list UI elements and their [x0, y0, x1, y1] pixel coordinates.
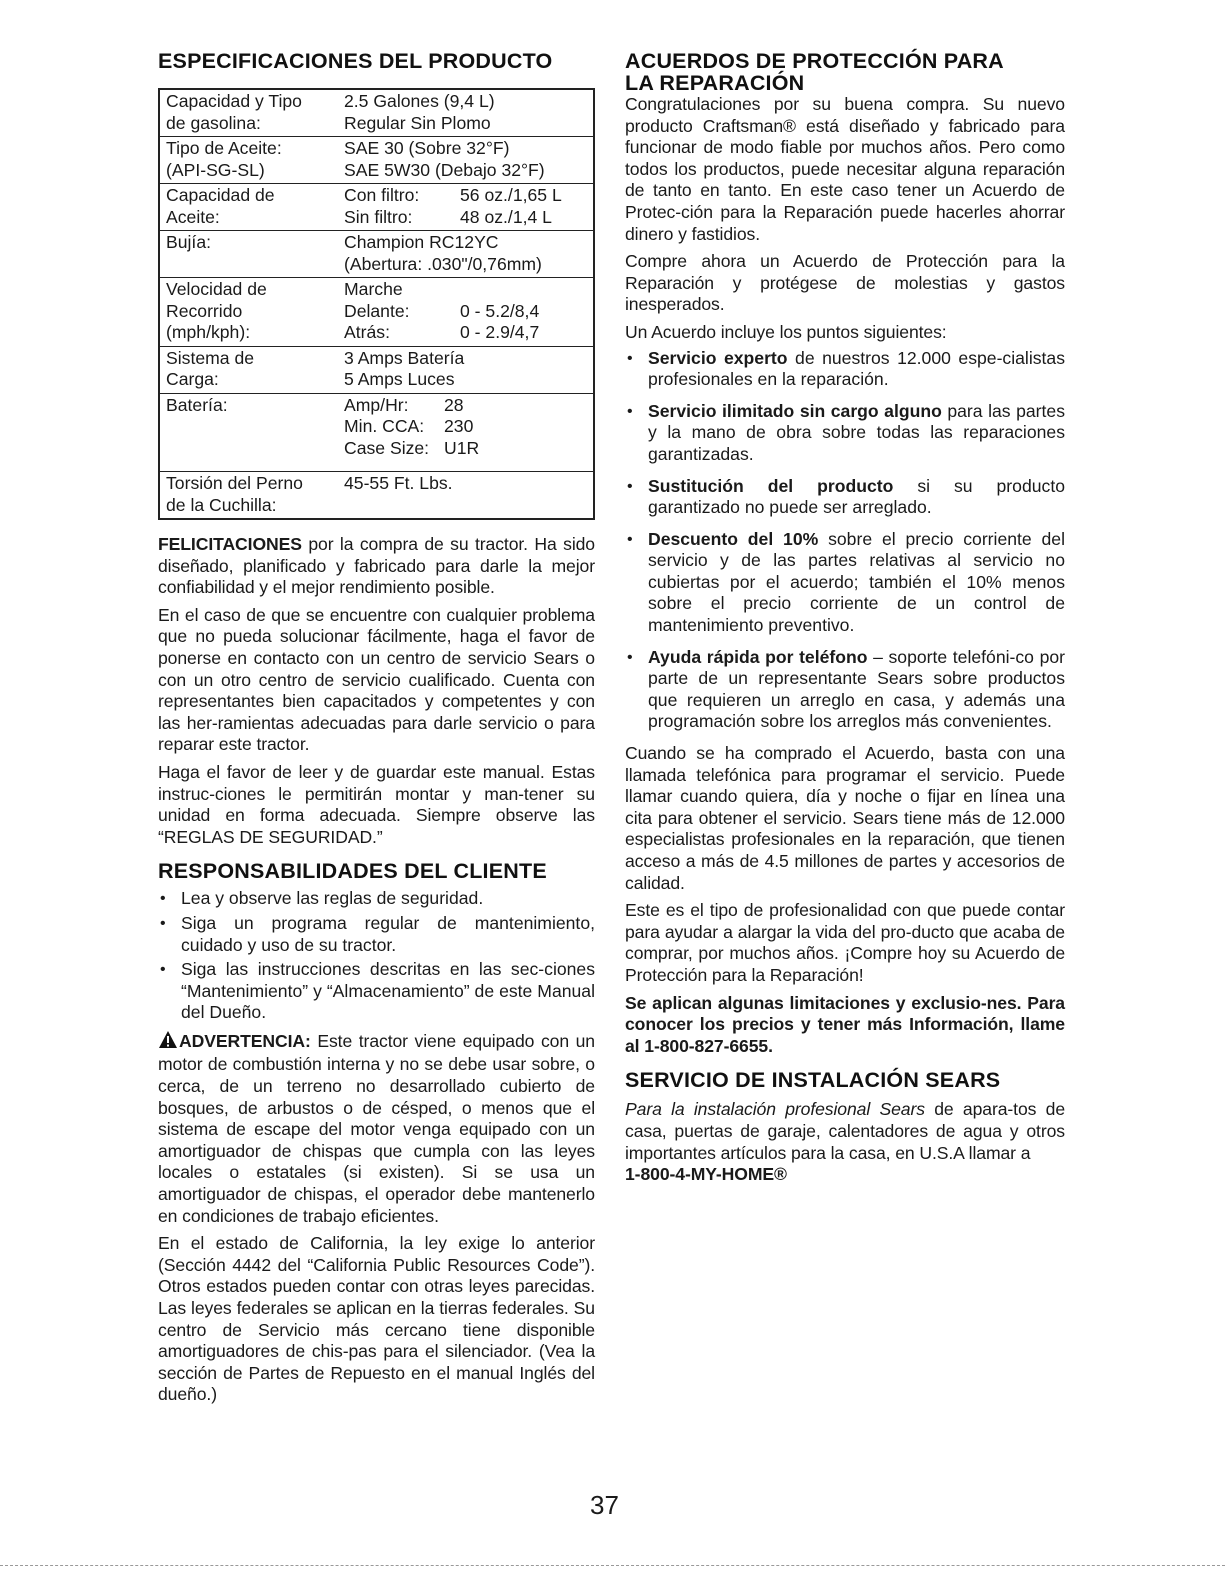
bullet: •: [627, 530, 633, 548]
responsabilidades-list: [158, 888, 595, 1024]
spec-value: Champion RC12YC: [344, 232, 499, 252]
spec-label: Sistema de: [166, 347, 255, 368]
spec-label: Batería:: [166, 394, 228, 415]
spec-value: SAE 5W30 (Debajo 32°F): [344, 159, 545, 180]
acuerdo-items-list: [625, 348, 1065, 734]
spec-value: SAE 30 (Sobre 32°F): [344, 138, 510, 158]
instalacion-italic: Para la instalación profesional Sears: [625, 1099, 925, 1120]
spec-row: [160, 137, 593, 184]
list-item: • Siga las instrucciones descritas en las sec-ciones “Mantenimiento” y “Almacenamiento” de este Manual del Dueño.: [160, 959, 595, 1023]
spec-table: [158, 88, 595, 520]
left-column: [158, 50, 595, 1412]
spec-value: 2.5 Galones (9,4 L): [344, 91, 495, 111]
felicitaciones-text: por la compra de su tractor. Ha sido diseñado, planificado y fabricado para darle la mejor confiabilidad y el mejor rendimiento posible.: [158, 534, 595, 598]
spec-value: 28: [444, 394, 464, 415]
spec-label: Capacidad de: [166, 185, 275, 205]
phone-number: 1-800-4-MY-HOME®: [625, 1164, 787, 1185]
list-item: • Siga un programa regular de mantenimiento, cuidado y uso de su tractor.: [160, 912, 595, 955]
problema-paragraph: En el caso de que se encuentre con cualquier problema que no pueda solucionar fácilmente, haga el favor de ponerse en contacto con un centro de servicio Sears o con un otro centro de servicio cualificado. Cuenta con representantes bien capacitados y competentes y con las her-ramientas adecuadas para darle servicio o para reparar este tractor.: [158, 604, 595, 755]
spec-key: Min. CCA:: [344, 416, 425, 436]
spec-value: 56 oz./1,65 L: [460, 185, 562, 205]
spec-label: Recorrido: [166, 300, 243, 321]
bottom-divider: [0, 1565, 1225, 1566]
spec-value: 48 oz./1,4 L: [460, 206, 552, 227]
spec-label: (API-SG-SL): [166, 159, 265, 180]
advertencia-bold: ADVERTENCIA:: [179, 1030, 311, 1051]
spec-value: 230: [444, 416, 474, 436]
spec-value: 3 Amps Batería: [344, 347, 465, 368]
este-paragraph: Este es el tipo de profesionalidad con que puede contar para ayudar a alargar la vida del pro-ducto que acaba de comprar, por muchos años. ¡Compre hoy su Acuerdo de Protección para la Reparación!: [625, 900, 1065, 985]
spec-value: (Abertura: .030"/0,76mm): [344, 253, 542, 274]
spec-row: [160, 347, 593, 394]
spec-row: [160, 184, 593, 231]
list-item: • Descuento del 10% sobre el precio corriente del servicio y de las partes relativas al servicio no cubiertas por el acuerdo; también el 10% menos sobre el precio corriente de un control de mantenimiento preventivo.: [627, 528, 1066, 636]
list-item: • Servicio ilimitado sin cargo alguno para las partes y la mano de obra sobre todas las reparaciones garantizadas.: [627, 400, 1065, 464]
spec-value: Marche: [344, 279, 403, 299]
spec-label: de gasolina:: [166, 112, 261, 133]
instalacion-paragraph: [625, 1099, 1065, 1164]
spec-label: Bujía:: [166, 232, 211, 252]
felicitaciones-bold: FELICITACIONES: [158, 534, 302, 554]
spec-key: Con filtro:: [344, 185, 420, 205]
felicitaciones-paragraph: [158, 534, 595, 599]
advertencia-text: Este tractor viene equipado con un motor de combustión interna y no se debe usar sobre, o cerca, de un terreno no desarrollado cubierto de bosques, de arbustos o de césped, o menos que el sistema de escape del motor venga equipado con un amortiguador de chispas que cumpla con las leyes locales o estatales (si existen). Si se usa un amortiguador de chispas, el operador debe mantenerlo en condiciones de trabajo eficientes.: [158, 1030, 595, 1226]
bullet: •: [627, 349, 633, 367]
california-paragraph: En el estado de California, la ley exige lo anterior (Sección 4442 del “California Public Resources Code”). Otros estados pueden contar con otras leyes parecidas. Las leyes federales se aplican en la tierras federales. Su centro de Servicio más cercano tiene disponible amortiguadores de chis-pas para el silenciador. (Vea la sección de Partes de Repuesto en el manual Inglés del dueño.): [158, 1233, 595, 1405]
cuando-paragraph: Cuando se ha comprado el Acuerdo, basta con una llamada telefónica para programar el servicio. Puede llamar cuando quiera, día y noche o fijar en línea una cita para obtener el servicio. Sears tiene más de 12.000 especialistas profesionales en la reparación, que tienen acceso a más de 4.5 millones de partes y accesorios de calidad.: [625, 743, 1065, 893]
spec-label: Tipo de Aceite:: [166, 138, 282, 158]
spec-value: 5 Amps Luces: [344, 369, 455, 389]
servicio-title: SERVICIO DE INSTALACIÓN SEARS: [625, 1068, 1001, 1093]
spec-value: 0 - 5.2/8,4: [460, 300, 540, 321]
bullet: •: [160, 961, 166, 979]
spec-row: [160, 394, 593, 473]
list-item: • Sustitución del producto si su producto garantizado no puede ser arreglado.: [627, 475, 1065, 518]
spec-label: Velocidad de: [166, 279, 267, 299]
bullet: •: [627, 402, 633, 420]
right-column: [625, 50, 1065, 1192]
spec-row: [160, 231, 593, 278]
congrat-paragraph: Congratulaciones por su buena compra. Su nuevo producto Craftsman® está diseñado y fabricado para funcionar de modo fiable por muchos años. Pero como todos los productos, puede necesitar alguna reparación de tanto en tanto. En este caso tener un Acuerdo de Protec-ción para la Reparación puede hacerles ahorrar dinero y fastidios.: [625, 94, 1065, 244]
spec-label: (mph/kph):: [166, 322, 251, 342]
list-item: • Servicio experto de nuestros 12.000 espe-cialistas profesionales en la reparación.: [627, 347, 1066, 390]
aplican-paragraph: Se aplican algunas limitaciones y exclusio-nes. Para conocer los precios y tener más Información, llame al 1-800-827-6655.: [625, 992, 1065, 1056]
spec-key: Amp/Hr:: [344, 394, 409, 415]
advertencia-paragraph: [158, 1030, 595, 1227]
spec-value: Regular Sin Plomo: [344, 112, 491, 133]
acuerdos-title: ACUERDOS DE PROTECCIÓN PARA LA REPARACIÓN: [625, 49, 1004, 95]
spec-value: 0 - 2.9/4,7: [460, 322, 540, 342]
bullet: •: [627, 648, 633, 666]
manual-paragraph: Haga el favor de leer y de guardar este manual. Estas instruc-ciones le permitirán montar y man-tener su unidad en forma adecuada. Siempre observe las “REGLAS DE SEGURIDAD.”: [158, 761, 595, 847]
spec-value: U1R: [444, 437, 480, 458]
spec-key: Atrás:: [344, 322, 390, 342]
compre-paragraph: Compre ahora un Acuerdo de Protección para la Reparación y protégese de molestias y gastos inesperados.: [625, 251, 1065, 315]
spec-label: Aceite:: [166, 206, 220, 227]
list-item: • Ayuda rápida por teléfono – soporte telefóni-co por parte de un representante Sears sobre productos que requieren un arreglo en casa, y además una programación sobre los arreglos más convenientes.: [627, 646, 1065, 732]
spec-value: 45-55 Ft. Lbs.: [344, 473, 453, 493]
page-number: 37: [590, 1490, 619, 1520]
instalacion-text: de apara-tos de casa, puertas de garaje, calentadores de agua y otros importantes artículos para la casa, en U.S.A llamar a: [625, 1099, 1066, 1163]
spec-key: Case Size:: [344, 437, 430, 458]
spec-key: Delante:: [344, 300, 410, 321]
list-item: • Lea y observe las reglas de seguridad.: [160, 888, 484, 909]
spec-key: Sin filtro:: [344, 206, 413, 227]
spec-label: Carga:: [166, 369, 219, 389]
spec-title: ESPECIFICACIONES DEL PRODUCTO: [158, 49, 553, 73]
bullet: •: [160, 914, 166, 932]
incluye-paragraph: Un Acuerdo incluye los puntos siguientes:: [625, 321, 947, 342]
bullet: •: [160, 890, 166, 908]
spec-row: [160, 472, 593, 518]
bullet: •: [627, 477, 633, 495]
spec-row: [160, 90, 593, 137]
spec-label: Capacidad y Tipo: [166, 91, 302, 111]
warning-triangle-icon: [158, 1030, 178, 1055]
spec-row: [160, 278, 593, 347]
spec-label: de la Cuchilla:: [166, 494, 277, 515]
spec-label: Torsión del Perno: [166, 473, 303, 493]
responsabilidades-title: RESPONSABILIDADES DEL CLIENTE: [158, 859, 547, 884]
